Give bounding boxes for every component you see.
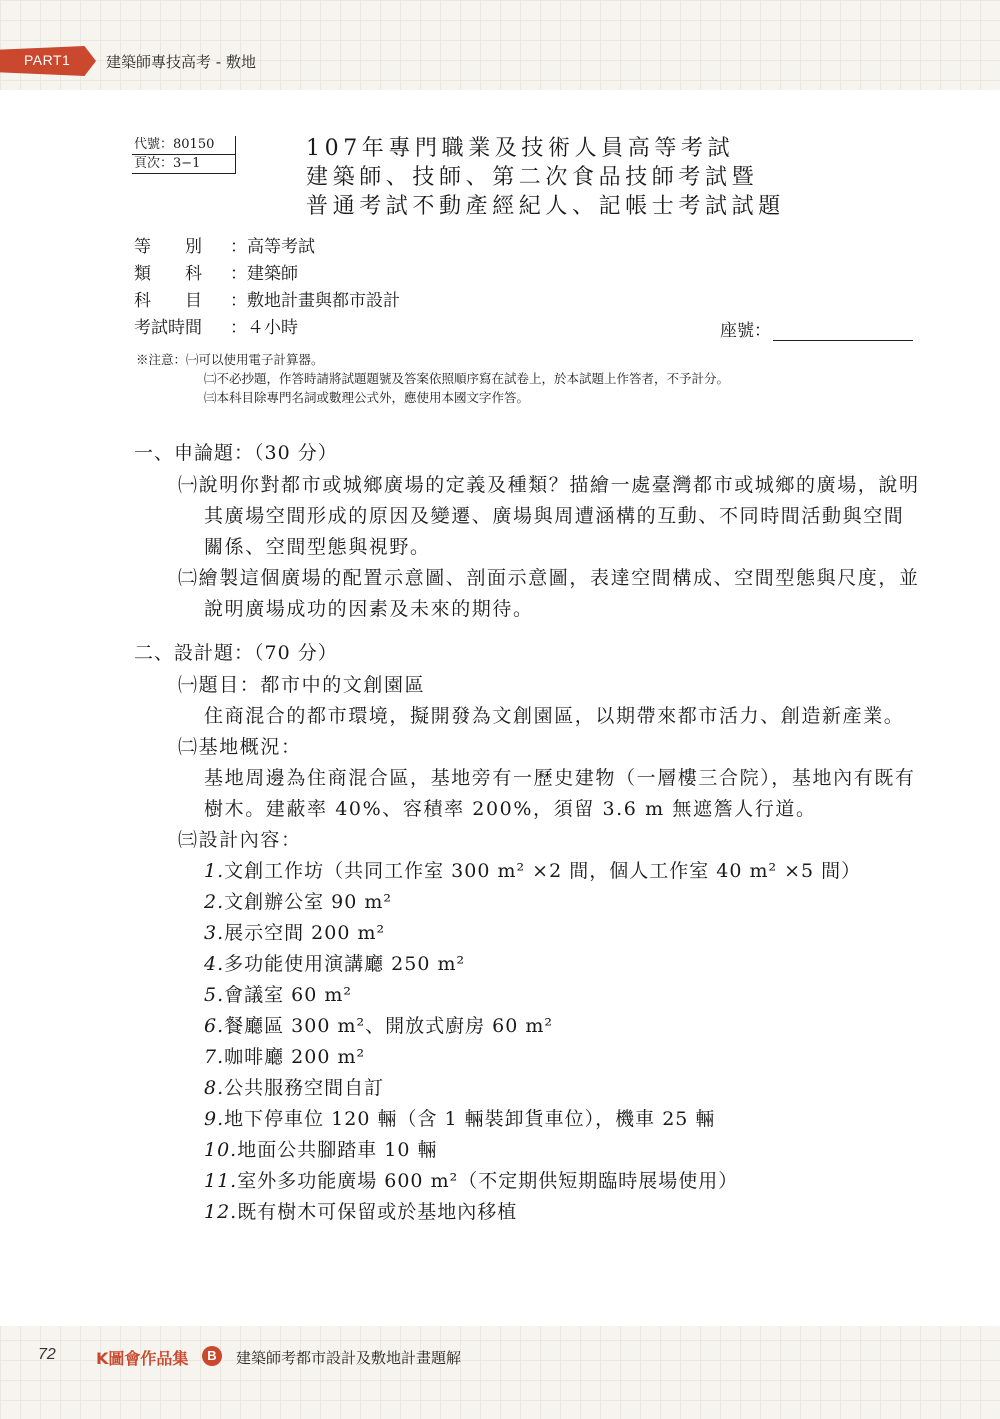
page-count: 頁次：3−1	[132, 155, 235, 174]
note-1: ※注意：㈠可以使用電子計算器。	[136, 352, 324, 367]
list-item: 6.餐廳區 300 m²、開放式廚房 60 m²	[204, 1015, 554, 1037]
list-item: 11.室外多功能廣場 600 m²（不定期供短期臨時展場使用）	[204, 1170, 739, 1192]
list-item: 5.會議室 60 m²	[204, 984, 353, 1006]
list-item: 1.文創工作坊（共同工作室 300 m² ×2 間，個人工作室 40 m² ×5 間）	[204, 860, 862, 882]
list-item: 8.公共服務空間自訂	[204, 1077, 385, 1099]
section-design	[134, 638, 924, 1228]
meta-duration: 考試時間 ：４小時	[134, 318, 298, 338]
seat-label: 座號：	[720, 321, 771, 341]
meta-subject: 科 目 ：敷地計畫與都市設計	[134, 291, 400, 311]
part-label: PART1	[24, 52, 71, 68]
footer-title: 建築師考都市設計及敷地計畫題解	[236, 1349, 462, 1367]
list-item: 12.既有樹木可保留或於基地內移植	[204, 1201, 518, 1223]
site-label: ㈡基地概況：	[178, 736, 302, 758]
question-1-1: ㈠說明你對都市或城鄉廣場的定義及種類？描繪一處臺灣都市或城鄉的廣場，說明其廣場空間形成的原因及變遷、廣場與周遭涵構的互動、不同時間活動與空間關係、空間型態與視野。	[178, 474, 920, 558]
exam-code: 代號：80150	[132, 136, 235, 155]
page-footer	[0, 1326, 1000, 1419]
header-title: 建築師專技高考 - 敷地	[106, 53, 256, 71]
exam-title-line-3: 普通考試不動產經紀人、記帳士考試試題	[306, 194, 785, 219]
exam-title	[306, 134, 806, 221]
note-3: ㈢本科目除專門名詞或數理公式外，應使用本國文字作答。	[204, 390, 530, 405]
list-item: 2.文創辦公室 90 m²	[204, 891, 393, 913]
note-2: ㈡不必抄題，作答時請將試題題號及答案依照順序寫在試卷上，於本試題上作答者，不予計分。	[204, 371, 730, 386]
seat-number	[720, 316, 913, 341]
exam-title-line-2: 建築師、技師、第二次食品技師考試暨	[306, 165, 759, 190]
content-label: ㈢設計內容：	[178, 829, 302, 851]
section-essay	[134, 438, 924, 625]
question-1-2: ㈡繪製這個廣場的配置示意圖、剖面示意圖，表達空間構成、空間型態與尺度，並說明廣場成功的因素及未來的期待。	[178, 567, 920, 620]
section-essay-heading: 一、申論題：（30 分）	[134, 442, 338, 464]
list-item: 3.展示空間 200 m²	[204, 922, 386, 944]
exam-title-line-1: 107年專門職業及技術人員高等考試	[306, 136, 735, 161]
code-box	[132, 136, 236, 174]
list-item: 4.多功能使用演講廳 250 m²	[204, 953, 466, 975]
page-number: 72	[38, 1346, 56, 1363]
list-item: 7.咖啡廳 200 m²	[204, 1046, 366, 1068]
page-header	[0, 0, 1000, 90]
design-topic-text: 住商混合的都市環境，擬開發為文創園區，以期帶來都市活力、創造新產業。	[204, 705, 905, 727]
brand-badge: B	[202, 1346, 222, 1366]
notes	[136, 350, 729, 407]
meta-grade: 等 別 ：高等考試	[134, 237, 315, 257]
section-design-heading: 二、設計題：（70 分）	[134, 642, 338, 664]
site-text: 基地周邊為住商混合區，基地旁有一歷史建物（一層樓三合院），基地內有既有樹木。建蔽率 40%、容積率 200%，須留 3.6 m 無遮簷人行道。	[204, 767, 916, 820]
brand-name: K圖會作品集	[96, 1349, 189, 1368]
design-topic-label: ㈠題目：都市中的文創園區	[178, 674, 426, 696]
seat-blank	[773, 321, 913, 341]
list-item: 10.地面公共腳踏車 10 輛	[204, 1139, 438, 1161]
list-item: 9.地下停車位 120 輛（含 1 輛裝卸貨車位），機車 25 輛	[204, 1108, 716, 1130]
exam-meta	[134, 234, 400, 342]
meta-category: 類 科 ：建築師	[134, 264, 298, 284]
